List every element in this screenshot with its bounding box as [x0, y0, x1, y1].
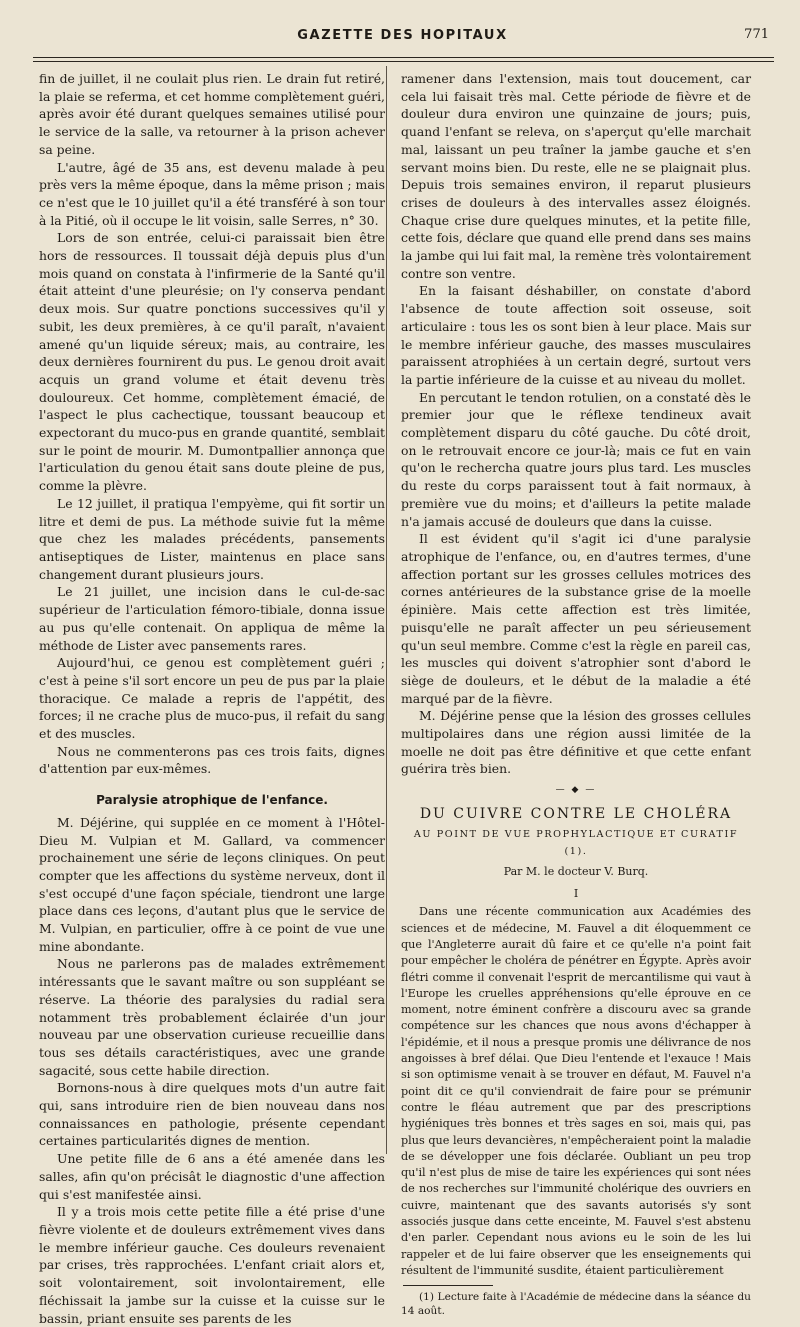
paragraph: Lors de son entrée, celui-ci paraissait bien être hors de ressources. Il toussait déjà depuis plus d'un mois quand on constata à l'infirmerie de la Santé qu'il était atteint d'une pleurésie; on l'y conserva pendant deux mois. Sur quatre ponctions successives qu'il y subit, les deux premières, à ce qu'il paraît, n'avaient amené qu'un liquide séreux; mais, au contraire, les deux dernières fournirent du pus. Le genou droit avait acquis un grand volume et était devenu très douloureux. Cet homme, complètement émacié, de l'aspect le plus cachectique, toussant beaucoup et expectorant du muco-pus en grande quantité, semblait sur le point de mourir. M. Dumontpallier annonça que l'articulation du genou était sans doute pleine de pus, comme la plèvre.	[39, 230, 385, 494]
paragraph: L'autre, âgé de 35 ans, est devenu malade à peu près vers la même époque, dans la même prison ; mais ce n'est que le 10 juillet qu'il a été transféré à son tour à la Pitié, où il occupe le lit voisin, salle Serres, n° 30.	[39, 159, 385, 228]
section-heading: Paralysie atrophique de l'enfance.	[96, 793, 328, 808]
footnote: (1) Lecture faite à l'Académie de médecine dans la séance du 14 août.	[401, 1291, 751, 1318]
article-author: Par M. le docteur V. Burq.	[503, 864, 649, 878]
paragraph: fin de juillet, il ne coulait plus rien. Le drain fut retiré, la plaie se referma, et cet homme complètement guéri, après avoir été durant quelques semaines utilisé pour le service de la salle, va retourner à la prison achever sa peine.	[39, 71, 385, 157]
article-title: DU CUIVRE CONTRE LE CHOLÉRA	[419, 805, 733, 822]
paragraph: Le 21 juillet, une incision dans le cul-de-sac supérieur de l'articulation fémoro-tibiale, donna issue au pus qu'elle contenait. On appliqua de même la méthode de Lister avec pansements rares.	[39, 584, 385, 653]
paragraph: En la faisant déshabiller, on constate d'abord l'absence de toute affection soit osseuse, soit articulaire : tous les os sont bien à leur place. Mais sur le membre inférieur gauche, des masses musculaires paraissent atrophiées à un certain degré, surtout vers la partie inférieure de la cuisse et au niveau du mollet.	[401, 283, 751, 387]
paragraph: Nous ne parlerons pas de malades extrêmement intéressants que le savant maître ou son suppléant se réserve. La théorie des paralysies du radial sera notamment très probablement éclairée d'un jour nouveau par une observation curieuse recueillie dans tous ses détails caractéristiques, avec une grande sagacité, sous cette habile direction.	[39, 956, 385, 1078]
paragraph: En percutant le tendon rotulien, on a constaté dès le premier jour que le réflexe tendineux avait complètement disparu du côté gauche. Du côté droit, on le retrouvait encore ce jour-là; mais ce fut en vain qu'on le rechercha quatre jours plus tard. Les muscles du reste du corps paraissent tout à fait normaux, à première vue du moins; et d'ailleurs la petite malade n'a jamais accusé de douleurs que dans la cuisse.	[401, 389, 751, 529]
section-ornament: — ◆ —	[555, 785, 597, 796]
paragraph: Une petite fille de 6 ans a été amenée dans les salles, afin qu'on précisât le diagnostic d'une affection qui s'est manifestée ainsi.	[39, 1151, 385, 1202]
journal-title: GAZETTE DES HOPITAUX	[297, 28, 508, 43]
header-rule	[33, 57, 774, 58]
paragraph: Nous ne commenterons pas ces trois faits, dignes d'attention par eux-mêmes.	[39, 743, 385, 777]
article-subtitle: AU POINT DE VUE PROPHYLACTIQUE ET CURATIF (1).	[413, 828, 739, 858]
paragraph: Aujourd'hui, ce genou est complètement guéri ; c'est à peine s'il sort encore un peu de pus par la plaie thoracique. Ce malade a repris de l'appétit, des forces; il ne crache plus de muco-pus, il refait du sang et des muscles.	[39, 655, 385, 742]
paragraph: M. Déjérine pense que la lésion des grosses cellules multipolaires dans une région aussi limitée de la moelle ne doit pas être définitive et que cette enfant guérira très bien.	[401, 708, 751, 777]
header-rule-thin	[33, 61, 774, 62]
page-header	[30, 24, 775, 46]
paragraph: Il y a trois mois cette petite fille a été prise d'une fièvre violente et de douleurs extrêmement vives dans le membre inférieur gauche. Ces douleurs revenaient par crises, très rapprochées. L'enfant criait alors et, soit volontairement, soit involontairement, elle fléchissait la jambe sur la cuisse et la cuisse sur le bassin, priant ensuite ses parents de les	[39, 1204, 385, 1326]
paragraph: M. Déjérine, qui supplée en ce moment à l'Hôtel-Dieu M. Vulpian et M. Gallard, va commencer prochainement une série de leçons cliniques. On peut compter que les affections du système nerveux, dont il s'est occupé d'une façon spéciale, tiendront une large place dans ces leçons, d'autant plus que le service de M. Vulpian, en particulier, offre à ce point de vue une mine abondante.	[39, 814, 385, 954]
paragraph: Dans une récente communication aux Académies des sciences et de médecine, M. Fauvel a dit éloquemment ce que l'Angleterre aurait dû faire et ce qu'elle n'a point fait pour empêcher le choléra de pénétrer en Égypte. Après avoir flétri comme il convenait l'esprit de mercantilisme qui vaut à l'Europe les cruelles appréhensions qu'elle éprouve en ce moment, notre éminent confrère a discouru avec sa grande compétence sur les chances que nous avons d'échapper à l'épidémie, et il nous a presque promis une délivrance de nos angoisses à bref délai. Que Dieu l'entende et l'exauce ! Mais si son optimisme venait à se trouver en défaut, M. Fauvel n'a point dit ce qu'il conviendrait de faire pour se prémunir contre le fléau autrement que par des prescriptions hygiéniques très bonnes et très sages en soi, mais qui, pas plus que leurs devancières, n'empêcheraient point la maladie de se développer une fois déclarée. Oubliant un peu trop qu'il n'est plus de mise de taire les expériences qui sont nées de nos recherches sur l'immunité cholérique des ouvriers en cuivre, maintenant que des savants autorisés s'y sont associés jusque dans cette enceinte, M. Fauvel s'est abstenu d'en parler. Cependant nous avions eu le soin de les lui rappeler et de lui faire observer que les enseignements qui résultent de l'immunité susdite, étaient particulièrement	[401, 905, 751, 1277]
paragraph: Il est évident qu'il s'agit ici d'une paralysie atrophique de l'enfance, ou, en d'autres termes, d'une affection portant sur les grosses cellules motrices des cornes antérieures de la substance grise de la moelle épinière. Mais cette affection est très limitée, puisqu'elle ne paraît affecter un peu sérieusement qu'un seul membre. Comme c'est la règle en pareil cas, les muscles qui doivent s'atrophier sont d'abord le siège de douleurs, et le début de la maladie a été marqué par de la fièvre.	[401, 531, 751, 706]
paragraph: ramener dans l'extension, mais tout doucement, car cela lui faisait très mal. Cette période de fièvre et de douleur dura environ une quinzaine de jours; puis, quand l'enfant se releva, on s'aperçut qu'elle marchait mal, laissant un peu traîner la jambe gauche et s'en servant moins bien. Du reste, elle ne se plaignait plus. Depuis trois semaines environ, il reparut plusieurs crises de douleurs à des intervalles assez éloignés. Chaque crise dure quelques minutes, et la petite fille, cette fois, déclare que quand elle prend dans ses mains la jambe qui lui fait mal, la remène très volontairement contre son ventre.	[401, 71, 751, 281]
article-body	[401, 904, 751, 1279]
left-column	[39, 70, 385, 1327]
section-numeral: I	[573, 886, 579, 900]
paragraph: Le 12 juillet, il pratiqua l'empyème, qui fit sortir un litre et demi de pus. La méthode suivie fut la même que chez les malades précédents, pansements antiseptiques de Lister, maintenus en place sans changement durant plusieurs jours.	[39, 495, 385, 582]
right-column	[401, 70, 751, 1318]
page-number: 771	[744, 27, 769, 42]
column-divider	[386, 66, 387, 1154]
footnote-rule	[403, 1285, 493, 1286]
paragraph: Bornons-nous à dire quelques mots d'un autre fait qui, sans introduire rien de bien nouveau dans nos connaissances en pathologie, présente cependant certaines particularités dignes de mention.	[39, 1080, 385, 1149]
